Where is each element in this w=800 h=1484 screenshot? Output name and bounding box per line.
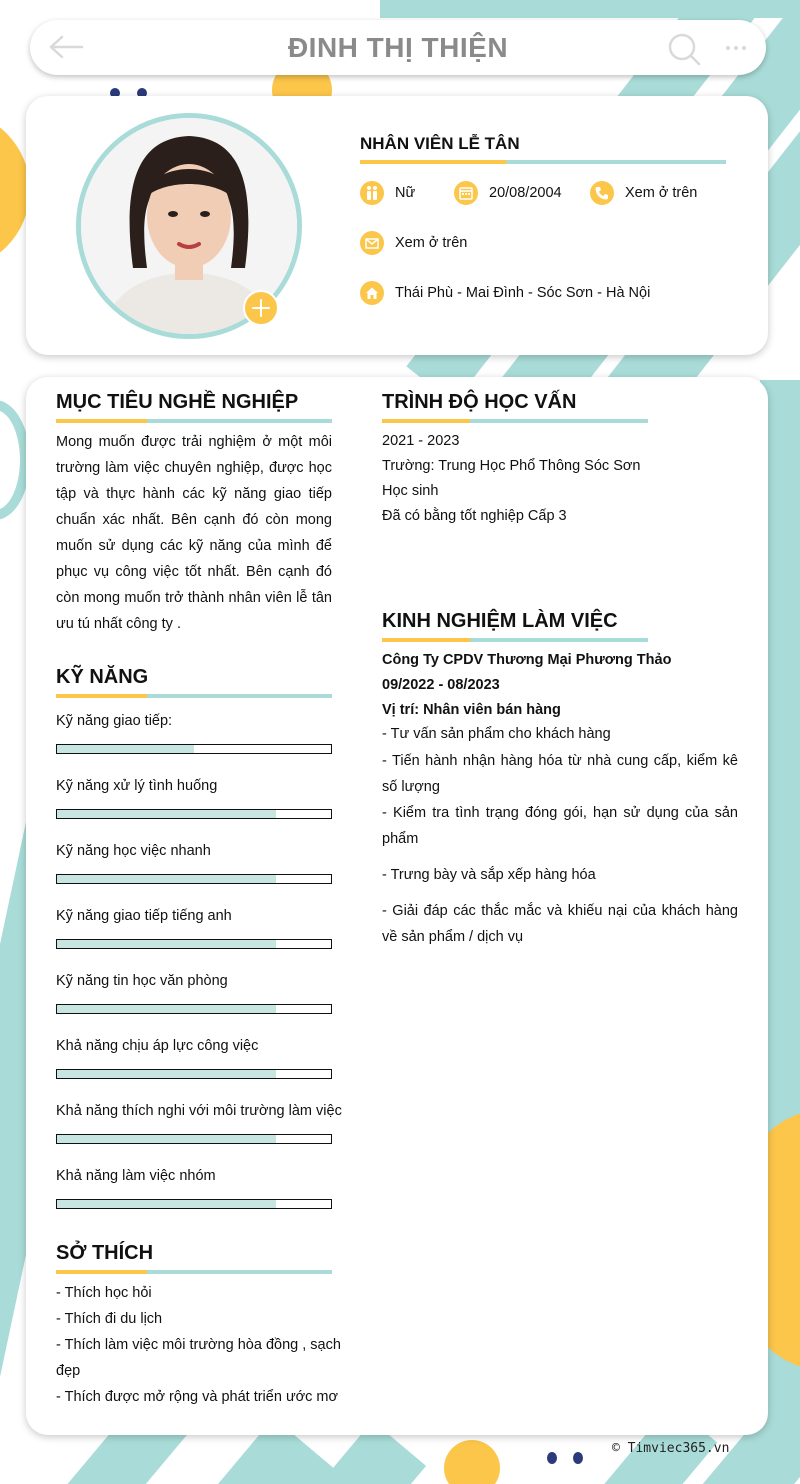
education-period: 2021 - 2023 <box>382 433 460 449</box>
watermark: © Timviec365.vn <box>612 1441 730 1456</box>
skill-name: Kỹ năng giao tiếp: <box>56 713 173 729</box>
skill-level-fill <box>57 1005 276 1013</box>
skill-level-fill <box>57 745 194 753</box>
search-icon[interactable] <box>666 31 702 67</box>
skills-underline <box>56 694 332 698</box>
hobbies-list <box>56 1280 341 1410</box>
experience-duty: - Kiểm tra tình trạng đóng gói, hạn sử dụng của sản phẩm <box>382 805 738 847</box>
more-options-icon[interactable] <box>724 36 748 60</box>
job-title-underline <box>360 160 726 164</box>
hobby-item: - Thích học hỏi <box>56 1285 152 1301</box>
education-title: TRÌNH ĐỘ HỌC VẤN <box>382 391 577 413</box>
skill-level-fill <box>57 1200 276 1208</box>
skill-level-bar[interactable] <box>56 809 332 819</box>
birthday-field <box>454 181 562 205</box>
skill-level-fill <box>57 940 276 948</box>
hobbies-title: SỞ THÍCH <box>56 1242 154 1264</box>
experience-period: 09/2022 - 08/2023 <box>382 677 500 693</box>
gender-field <box>360 181 415 205</box>
education-underline <box>382 419 648 423</box>
email-value: Xem ở trên <box>395 235 468 251</box>
gender-icon <box>360 181 384 205</box>
experience-position: Vị trí: Nhân viên bán hàng <box>382 702 561 718</box>
add-photo-button[interactable] <box>243 290 279 326</box>
experience-duty: - Giải đáp các thắc mắc và khiếu nại của khách hàng về sản phẩm / dịch vụ <box>382 903 738 945</box>
experience-underline <box>382 638 648 642</box>
job-title: NHÂN VIÊN LỄ TÂN <box>360 134 520 153</box>
email-field <box>360 231 467 255</box>
skill-name: Kỹ năng học việc nhanh <box>56 843 211 859</box>
gender-value: Nữ <box>395 185 416 201</box>
phone-value: Xem ở trên <box>625 185 698 201</box>
hobby-item: - Thích đi du lịch <box>56 1311 163 1327</box>
calendar-icon <box>454 181 478 205</box>
plus-icon <box>245 292 277 324</box>
experience-duty: - Tiến hành nhận hàng hóa từ nhà cung cấp, kiểm kê số lượng <box>382 753 738 795</box>
skill-level-fill <box>57 810 276 818</box>
education-note: Đã có bằng tốt nghiệp Cấp 3 <box>382 508 567 524</box>
skill-level-bar[interactable] <box>56 744 332 754</box>
hobby-item: - Thích làm việc môi trường hòa đồng , sạch <box>56 1337 341 1353</box>
phone-field <box>590 181 697 205</box>
phone-icon <box>590 181 614 205</box>
skill-name: Khả năng chịu áp lực công việc <box>56 1038 259 1054</box>
objective-title: MỤC TIÊU NGHỀ NGHIỆP <box>56 391 299 413</box>
skill-name: Kỹ năng xử lý tình huống <box>56 778 218 794</box>
education-role: Học sinh <box>382 483 439 499</box>
resume-body-card <box>26 377 768 1435</box>
skill-level-fill <box>57 1070 276 1078</box>
hobby-item: đẹp <box>56 1363 81 1379</box>
address-value: Thái Phù - Mai Đình - Sóc Sơn - Hà Nội <box>395 285 651 301</box>
email-icon <box>360 231 384 255</box>
address-field <box>360 281 650 305</box>
experience-header <box>382 648 671 723</box>
header-bar <box>30 20 766 75</box>
skill-level-bar[interactable] <box>56 874 332 884</box>
profile-card <box>26 96 768 355</box>
skill-name: Khả năng thích nghi với môi trường làm việc <box>56 1103 342 1119</box>
experience-duty: - Trưng bày và sắp xếp hàng hóa <box>382 867 596 883</box>
skill-level-bar[interactable] <box>56 1069 332 1079</box>
hobby-item: - Thích được mở rộng và phát triển ước mơ <box>56 1389 339 1405</box>
objective-underline <box>56 419 332 423</box>
skill-level-bar[interactable] <box>56 1134 332 1144</box>
education-details <box>382 429 640 529</box>
objective-text: Mong muốn được trải nghiệm ở một môi trường làm việc chuyên nghiệp, được học tập và thực hành các kỹ năng giao tiếp chuẩn xác nhất. Bên cạnh đó còn mong muốn sử dụng các kỹ năng của mình để phục vụ công việc tốt nhất. Bên cạnh đó còn mong muốn trở thành nhân viên lễ tân ưu tú nhất công ty . <box>56 434 332 632</box>
skill-level-fill <box>57 875 276 883</box>
birthday-value: 20/08/2004 <box>489 185 562 201</box>
skill-level-fill <box>57 1135 276 1143</box>
experience-title: KINH NGHIỆM LÀM VIỆC <box>382 610 618 632</box>
skill-level-bar[interactable] <box>56 1004 332 1014</box>
education-school: Trường: Trung Học Phổ Thông Sóc Sơn <box>382 458 641 474</box>
skill-name: Khả năng làm việc nhóm <box>56 1168 216 1184</box>
skill-level-bar[interactable] <box>56 939 332 949</box>
skill-name: Kỹ năng tin học văn phòng <box>56 973 228 989</box>
home-icon <box>360 281 384 305</box>
candidate-name: ĐINH THỊ THIỆN <box>287 32 509 63</box>
hobbies-underline <box>56 1270 332 1274</box>
experience-duty: - Tư vấn sản phẩm cho khách hàng <box>382 726 611 742</box>
skill-level-bar[interactable] <box>56 1199 332 1209</box>
skill-name: Kỹ năng giao tiếp tiếng anh <box>56 908 232 924</box>
experience-company: Công Ty CPDV Thương Mại Phương Thảo <box>382 652 672 668</box>
skills-title: KỸ NĂNG <box>56 666 149 688</box>
